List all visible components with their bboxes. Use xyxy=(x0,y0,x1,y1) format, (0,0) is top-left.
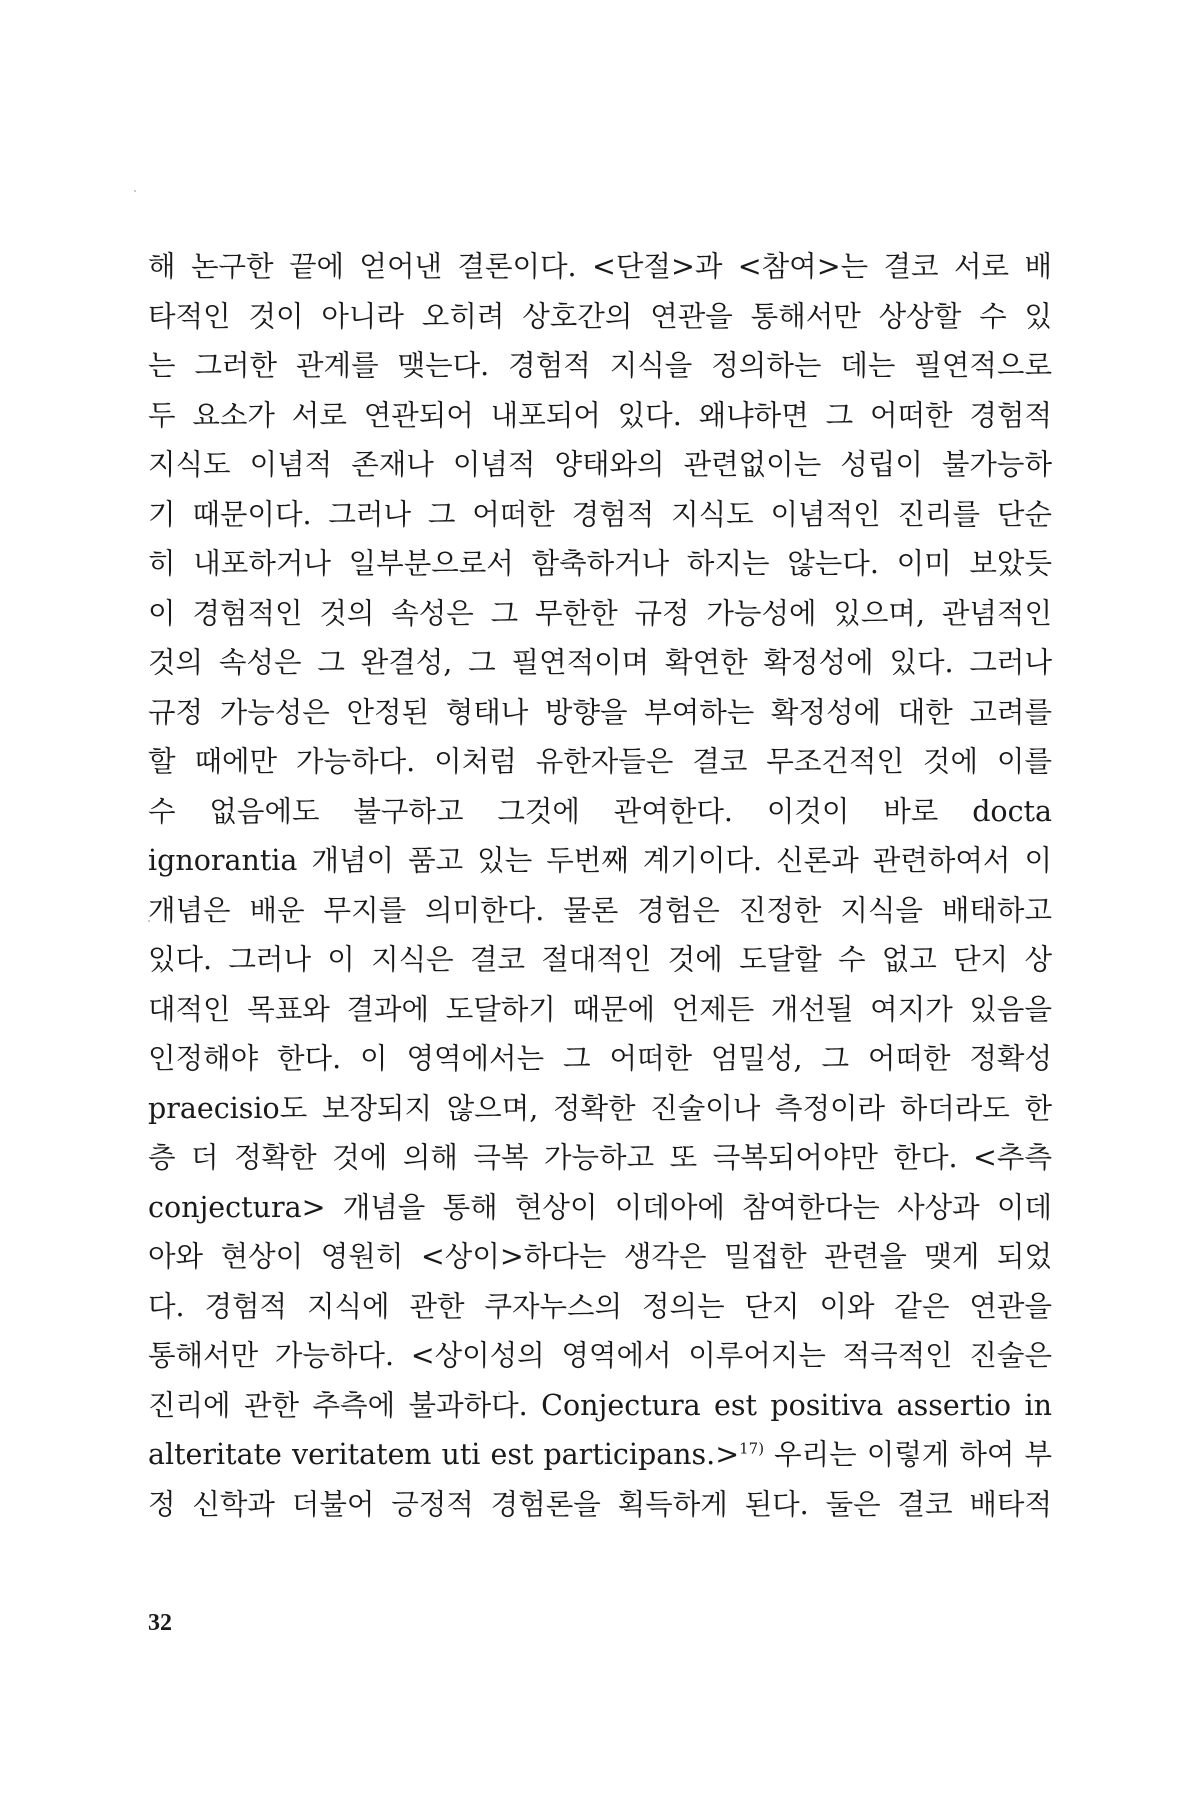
text-line: 타적인 것이 아니라 오히려 상호간의 연관을 통해서만 상상할 수 있 xyxy=(148,299,1052,333)
text-line: 는 그러한 관계를 맺는다. 경험적 지식을 정의하는 데는 필연적으로 xyxy=(148,349,1052,382)
text-line: 통해서만 가능하다. <상이성의 영역에서 이루어지는 적극적인 진술은 xyxy=(148,1339,1052,1372)
text-line: 규정 가능성은 안정된 형태나 방향을 부여하는 확정성에 대한 고려를 xyxy=(148,695,1052,729)
text-line: 히 내포하거나 일부분으로서 함축하거나 하지는 않는다. 이미 보았듯 xyxy=(148,547,1052,580)
text-line: 있다. 그러나 이 지식은 결코 절대적인 것에 도달할 수 없고 단지 상 xyxy=(148,943,1052,976)
text-line: 지식도 이념적 존재나 이념적 양태와의 관련없이는 성립이 불가능하 xyxy=(148,448,1052,481)
text-line: 대적인 목표와 결과에 도달하기 때문에 언제든 개선될 여지가 있음을 xyxy=(148,992,1052,1026)
text-line: ignorantia 개념이 품고 있는 두번째 계기이다. 신론과 관련하여서 이 xyxy=(148,844,1052,877)
text-line: 것의 속성은 그 완결성, 그 필연적이며 확연한 확정성에 있다. 그러나 xyxy=(148,646,1052,679)
text-line: 진리에 관한 추측에 불과하다. Conjectura est positiva assertio in xyxy=(148,1388,1052,1422)
text-line: 층 더 정확한 것에 의해 극복 가능하고 또 극복되어야만 한다. <추측 xyxy=(148,1141,1052,1174)
text-line: 정 신학과 더불어 긍정적 경험론을 획득하게 된다. 둘은 결코 배타적 xyxy=(148,1487,1052,1521)
body-text xyxy=(148,242,1052,1529)
text-segment: 우리는 이렇게 하여 부 xyxy=(764,1438,1052,1471)
text-line: 기 때문이다. 그러나 그 어떠한 경험적 지식도 이념적인 진리를 단순 xyxy=(148,497,1052,531)
text-line: conjectura> 개념을 통해 현상이 이데아에 참여한다는 사상과 이데 xyxy=(148,1190,1052,1224)
text-line: 개념은 배운 무지를 의미한다. 물론 경험은 진정한 지식을 배태하고 xyxy=(148,893,1052,927)
text-line: 이 경험적인 것의 속성은 그 무한한 규정 가능성에 있으며, 관념적인 xyxy=(148,596,1052,630)
text-line-with-footnote xyxy=(148,1430,1052,1480)
scan-speck xyxy=(134,190,136,192)
text-line: 수 없음에도 불구하고 그것에 관여한다. 이것이 바로 docta xyxy=(148,794,1052,828)
text-line: 두 요소가 서로 연관되어 내포되어 있다. 왜냐하면 그 어떠한 경험적 xyxy=(148,398,1052,432)
footnote-reference[interactable]: 17) xyxy=(739,1439,765,1458)
text-line: 다. 경험적 지식에 관한 쿠자누스의 정의는 단지 이와 같은 연관을 xyxy=(148,1289,1052,1323)
page-number: 32 xyxy=(148,1610,172,1636)
text-line: 할 때에만 가능하다. 이처럼 유한자들은 결코 무조건적인 것에 이를 xyxy=(148,745,1052,778)
text-line: 인정해야 한다. 이 영역에서는 그 어떠한 엄밀성, 그 어떠한 정확성 xyxy=(148,1042,1052,1075)
text-line: praecisio도 보장되지 않으며, 정확한 진술이나 측정이라 하더라도 한 xyxy=(148,1091,1052,1125)
text-line: 해 논구한 끝에 얻어낸 결론이다. <단절>과 <참여>는 결코 서로 배 xyxy=(148,250,1052,283)
text-segment: alteritate veritatem uti est participans.> xyxy=(148,1438,740,1471)
text-line: 아와 현상이 영원히 <상이>하다는 생각은 밀접한 관련을 맺게 되었 xyxy=(148,1240,1052,1273)
